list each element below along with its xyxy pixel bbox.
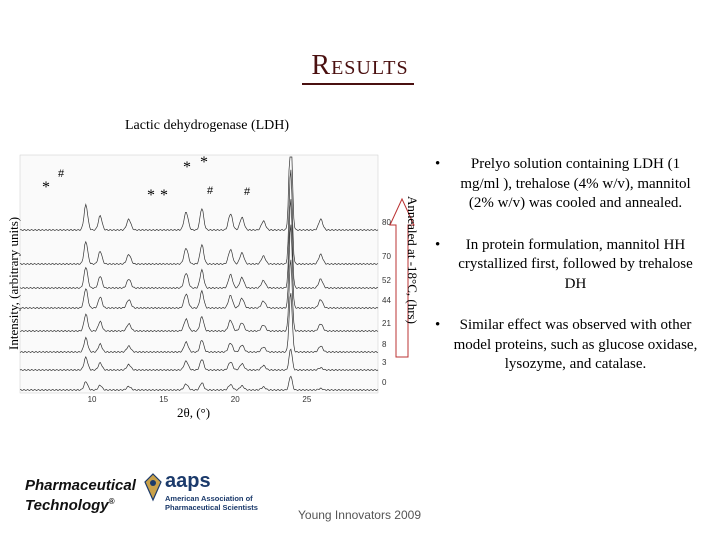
peak-marker-star: * — [200, 154, 208, 171]
plot-area — [20, 155, 378, 393]
aaps-logo — [143, 470, 293, 510]
peak-marker-star: * — [42, 179, 50, 196]
peak-marker-star: * — [183, 159, 191, 176]
registered-mark: ® — [108, 497, 115, 506]
aaps-name: aaps — [165, 470, 211, 492]
footer-text: Young Innovators 2009 — [298, 508, 421, 522]
peak-marker-hash: # — [58, 168, 65, 180]
trace-label: 80 — [382, 218, 391, 227]
x-axis-label: 2θ, (°) — [177, 405, 211, 420]
peak-marker-star: * — [160, 187, 168, 204]
y-axis-label: Intensity, (arbitrary units) — [6, 216, 21, 350]
bullet-dot: • — [435, 317, 441, 333]
slide-title: Results — [311, 50, 409, 81]
trace-label: 0 — [382, 378, 387, 387]
pharmaceutical-technology-logo — [25, 478, 135, 514]
bullet-item — [435, 316, 700, 375]
trace-label: 21 — [382, 319, 391, 328]
bullet-text: In protein formulation, mannitol HH crystallized first, followed by trehalose DH — [458, 236, 693, 292]
x-tick-label: 20 — [230, 395, 240, 404]
bullet-text: Similar effect was observed with other model proteins, such as glucose oxidase, lysozyme, and catalase. — [453, 317, 698, 372]
bullet-text: Prelyo solution containing LDH (1 mg/ml ), trehalose (4% w/v), mannitol (2% w/v) was cooled and annealed. — [460, 156, 691, 211]
bullet-list — [435, 155, 700, 397]
peak-marker-hash: # — [244, 186, 251, 198]
x-tick-label: 15 — [159, 395, 169, 404]
x-tick-label: 25 — [302, 395, 312, 404]
figure-subtitle: Lactic dehydrogenase (LDH) — [125, 118, 290, 133]
x-tick-label: 10 — [87, 395, 97, 404]
bullet-item — [435, 236, 700, 295]
peak-marker-hash: # — [207, 185, 214, 197]
peak-marker-star: * — [147, 187, 155, 204]
logo-line2-wrap — [25, 494, 135, 514]
logo-line2: Technology — [25, 497, 109, 514]
bullet-dot: • — [435, 156, 441, 172]
logo-line1: Pharmaceutical — [25, 477, 136, 494]
bullet-dot: • — [435, 236, 441, 253]
xrd-plot — [0, 145, 440, 435]
trace-label: 44 — [382, 296, 391, 305]
aaps-full-name: American Association of Pharmaceutical Scientists — [165, 494, 258, 512]
trace-label: 52 — [382, 276, 391, 285]
trace-label: 8 — [382, 340, 387, 349]
xrd-figure — [0, 145, 440, 435]
title-underline — [302, 83, 414, 85]
anneal-time-label: Annealed at -18°C, (hrs) — [405, 196, 420, 324]
trace-label: 70 — [382, 252, 391, 261]
bullet-item — [435, 155, 700, 214]
trace-label: 3 — [382, 358, 387, 367]
aaps-emblem-icon — [143, 472, 163, 502]
